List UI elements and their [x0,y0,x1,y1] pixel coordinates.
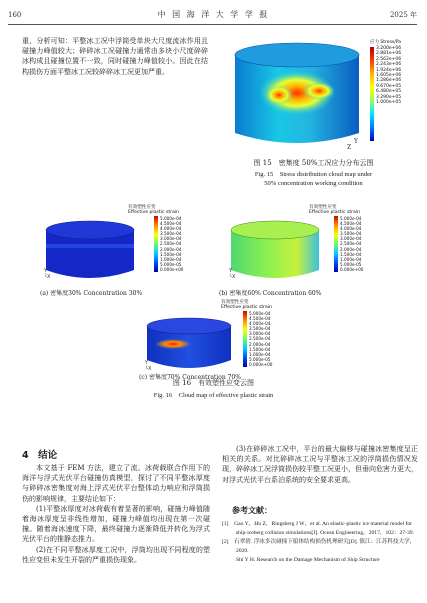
legend-value: 2.881e+06 [376,51,402,57]
legend-value: 1.286e+06 [376,78,402,84]
scale-value: 2.500e-04 [340,241,362,247]
panel-a-title-en: Effective plastic strain [128,210,180,215]
section-4-right-column [222,444,418,485]
legend-value: 3.290e+05 [376,94,402,100]
scale-value: 5.000e-04 [249,311,271,316]
legend-value: 9.670e+05 [376,83,402,89]
scale-value: 4.500e-04 [249,316,271,322]
legend-value: 6.480e+05 [376,89,402,95]
conclusion-point-1: (1)平整冰厚度对冰荷载有着显著的影响，碰撞力峰值随着海冰厚度呈非线性增加，碰撞力峰值均出现在第一次碰撞。随着海冰速度下降，最终碰撞力逐渐降低并转化为浮式光伏平台的推静态推力。 [22,504,210,544]
scale-value: 0.000e+00 [160,266,184,272]
page-header [0,0,427,30]
scale-value: 1.500e-04 [340,251,362,257]
panel-b-title [309,204,360,215]
panel-c-colorbar [243,311,247,367]
scale-value: 5.000e-04 [340,216,362,221]
panel-b-title-cn: 有效塑性应变 [309,205,337,210]
figure-15-caption-en-line2: 50% concentration working condition [264,180,363,187]
legend-value: 3.200e+06 [376,46,402,51]
legend-value: 1.924e+06 [376,67,402,73]
legend-value: 2.243e+06 [376,62,402,68]
axis-triad-icon: Y └X [44,268,51,280]
figure-16-panel-a [40,205,200,298]
reference-item: [1] Gao Y，Hu Z，Ringsberg J W，et al. An elastic-plastic ice material model for ship-iceberg collision simulations[J]. Ocean Engineering，2017，102：27-39. [222,521,414,536]
top-left-paragraph: 重，分析可知：平整冰工况中浮筒受单块大尺度流冰作用且碰撞力峰值较大；碎碎冰工况碰撞力通常由多块小尺度碎碎冰构成且碰撞位置不一致，同时碰撞力峰值较小。因此在结构损伤方面平整冰工况较碎碎冰工况更加严重。 [22,37,208,76]
figure-15 [227,35,415,155]
scale-value: 1.500e-04 [249,346,271,352]
figure-16-panel-c [139,298,303,381]
section-4-left-column [22,463,210,565]
figure-16-caption-en: Fig. 16 Cloud map of effective plastic strain [153,392,274,399]
panel-b-title-en: Effective plastic strain [309,210,361,215]
figure-16-caption-cn: 图 16 有效塑性应变云图 [172,379,255,387]
conclusion-intro: 本文基于 FEM 方法，建立了流、冰荷载联合作用下的海洋与浮式光伏平台碰撞仿真模型，探讨了不同平整冰厚度与碎碎冰密集度对海上浮式光伏平台整体动力响应和浮筒损伤的影响规律，主要结论如下： [22,464,210,503]
stress-legend-colorbar [370,47,374,141]
legend-value: 1.605e+06 [376,73,402,79]
page-number: 160 [8,11,22,19]
panel-c-title-cn: 有效塑性应变 [221,300,249,305]
stress-legend-values [376,46,401,105]
figure-15-caption-en [200,170,427,188]
scale-value: 0.000e+00 [249,361,273,367]
scale-value: 4.000e-04 [340,226,362,232]
svg-text:Z: Z [347,144,352,151]
journal-year: 2025 年 [389,11,417,19]
scale-value: 4.000e-04 [160,226,182,232]
reference-item: [2] 石翠碧. 浮冰多次碰撞下船体结构损伤机理研究[D]. 镇江：江苏科技大学，2020. [222,539,416,554]
scale-value: 2.000e-04 [340,246,362,252]
panel-b-colorbar [334,216,338,272]
stress-legend [370,40,402,106]
panel-a-subcaption: (a) 密集度30% Concentration 30% [40,290,143,297]
panel-a-scale [160,216,183,272]
scale-value: 4.000e-04 [249,321,271,327]
svg-text:Y: Y [354,138,358,145]
journal-title: 中 国 海 洋 大 学 学 报 [157,10,270,19]
stress-cloud-image [227,35,367,153]
references-list [222,520,420,565]
panel-b-scale [340,216,363,272]
scale-value: 2.000e-04 [160,246,182,252]
legend-value: 1.000e+05 [376,100,402,106]
panel-a-colorbar [154,216,158,272]
reference-item: Shi Y H. Research on the Damage Mechanism of Ship Structure [236,557,380,563]
panel-c-title-en: Effective plastic strain [221,305,273,310]
legend-value: 2.562e+06 [376,56,402,62]
scale-value: 0.000e+00 [340,266,364,272]
figure-15-caption-en-line1: Fig. 15 Stress distribution cloud map under [254,171,373,178]
conclusion-point-2: (2)在不同平整冰厚度工况中，浮筒均出现不同程度的塑性应变但未发生开裂的严重损伤现象。 [22,545,210,564]
panel-c-scale [249,311,272,367]
strain-cloud-image-a [40,208,140,286]
panel-a-title [128,204,179,215]
scale-value: 3.500e-04 [340,231,362,237]
scale-value: 3.500e-04 [160,231,182,237]
scale-value: 4.500e-04 [160,221,182,227]
scale-value: 1.000e-04 [249,351,271,357]
panel-a-title-cn: 有效塑性应变 [128,205,156,210]
axis-triad-icon: Y └X [229,268,236,280]
scale-value: 2.000e-04 [249,341,271,347]
scale-value: 3.500e-04 [249,326,271,332]
strain-cloud-image-b [225,208,325,286]
header-rule [8,24,417,25]
figure-15-caption-cn: 图 15 密集度 50%工况应力分布云图 [253,159,374,167]
scale-value: 3.000e-04 [340,236,362,242]
scale-value: 2.500e-04 [160,241,182,247]
conclusion-point-3: (3)在碎碎冰工况中，平台的最大偏移与碰撞冰密集度呈正相关的关系。对比碎碎冰工况与平整冰工况的浮筒损伤情况发现，碎碎冰工况浮筒损伤较平整工况更小，但垂向危害力更大，对浮式光伏平台系泊系统的安全要求更高。 [222,445,418,484]
references-title: 参考文献： [232,506,272,515]
section-4-title: 4 结论 [22,450,58,461]
scale-value: 5.000e-04 [160,216,182,221]
scale-value: 5.000e-05 [249,356,271,362]
scale-value: 2.500e-04 [249,336,271,342]
scale-value: 3.000e-04 [249,331,271,337]
figure-16-panel-b [219,205,385,298]
axis-triad-icon: Y └X [145,360,152,372]
scale-value: 1.000e-04 [160,256,182,262]
scale-value: 1.500e-04 [160,251,182,257]
scale-value: 4.500e-04 [340,221,362,227]
scale-value: 5.000e-05 [340,261,362,267]
scale-value: 5.000e-05 [160,261,182,267]
scale-value: 3.000e-04 [160,236,182,242]
panel-c-subcaption: (c) 密集度70% Concentration 70% [139,374,241,381]
panel-b-subcaption: (b) 密集度60% Concentration 60% [219,290,322,297]
scale-value: 1.000e-04 [340,256,362,262]
panel-c-title [221,299,272,310]
strain-cloud-image-c [143,308,235,376]
stress-legend-title: 应力 Stress/Pa [370,40,402,45]
